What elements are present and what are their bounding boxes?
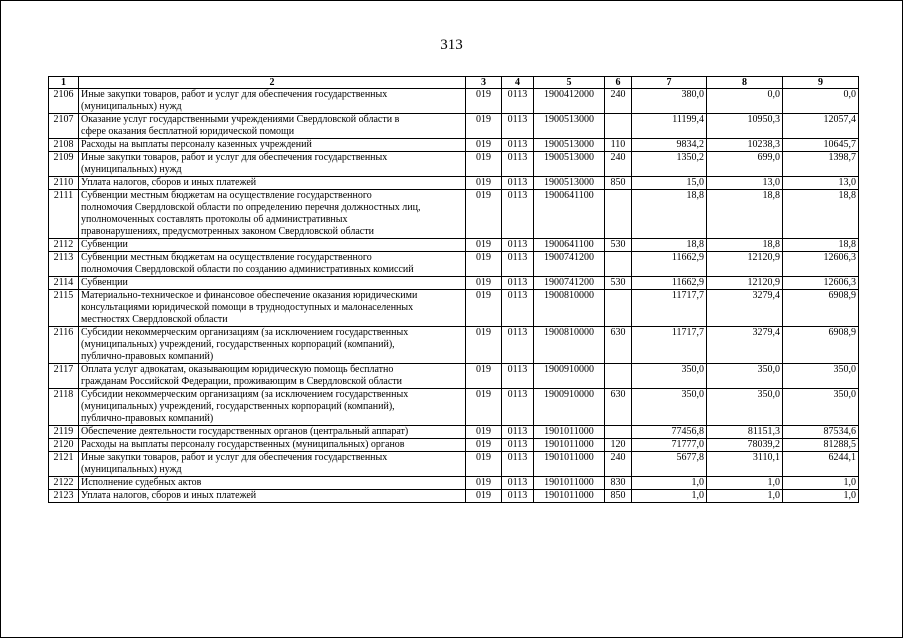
admin-code-cell: 019 [466,190,502,239]
expense-type-cell [605,114,632,139]
section-code-cell: 0113 [502,389,534,426]
amount-cell-col8: 1,0 [707,477,783,490]
section-code-cell: 0113 [502,190,534,239]
admin-code-cell: 019 [466,139,502,152]
description-line: Расходы на выплаты персоналу государственных (муниципальных) органов [81,439,405,450]
amount-cell-col9: 1398,7 [783,152,859,177]
admin-code-cell: 019 [466,252,502,277]
header-row [49,77,859,89]
amount-cell-col7: 1350,2 [632,152,707,177]
amount-cell-col7: 350,0 [632,389,707,426]
description-line: гражданам Российской Федерации, проживающим в Свердловской области [81,376,403,387]
section-code-cell: 0113 [502,364,534,389]
description-line: (муниципальных) учреждений, государственных корпораций (компаний), [81,339,395,350]
expense-type-cell: 240 [605,152,632,177]
description-cell [79,477,466,490]
amount-cell-col9: 0,0 [783,89,859,114]
column-header: 6 [605,77,632,89]
amount-cell-col9: 350,0 [783,364,859,389]
table-row [49,439,859,452]
description-cell [79,327,466,364]
description-line: сфере оказания бесплатной юридической помощи [81,126,295,137]
description-line: Исполнение судебных актов [81,477,202,488]
amount-cell-col8: 350,0 [707,364,783,389]
table-row [49,177,859,190]
amount-cell-col7: 1,0 [632,477,707,490]
admin-code-cell: 019 [466,239,502,252]
amount-cell-col9: 12606,3 [783,252,859,277]
target-article-cell: 1901011000 [534,490,605,503]
section-code-cell: 0113 [502,252,534,277]
section-code-cell: 0113 [502,477,534,490]
table-row [49,89,859,114]
amount-cell-col7: 18,8 [632,190,707,239]
description-line: правонарушениях, предусмотренных законом Свердловской области [81,226,374,237]
admin-code-cell: 019 [466,426,502,439]
row-number-cell: 2119 [49,426,79,439]
section-code-cell: 0113 [502,239,534,252]
expense-type-cell: 830 [605,477,632,490]
admin-code-cell: 019 [466,490,502,503]
admin-code-cell: 019 [466,389,502,426]
section-code-cell: 0113 [502,452,534,477]
description-line: полномочия Свердловской области по созданию административных комиссий [81,264,414,275]
admin-code-cell: 019 [466,364,502,389]
amount-cell-col9: 18,8 [783,239,859,252]
table-row [49,252,859,277]
table-row [49,190,859,239]
section-code-cell: 0113 [502,277,534,290]
description-line: Иные закупки товаров, работ и услуг для обеспечения государственных [81,152,388,163]
admin-code-cell: 019 [466,277,502,290]
admin-code-cell: 019 [466,439,502,452]
amount-cell-col7: 11199,4 [632,114,707,139]
description-line: публично-правовых компаний) [81,351,214,362]
amount-cell-col9: 12606,3 [783,277,859,290]
amount-cell-col8: 0,0 [707,89,783,114]
admin-code-cell: 019 [466,114,502,139]
description-cell [79,190,466,239]
section-code-cell: 0113 [502,152,534,177]
table-row [49,239,859,252]
amount-cell-col8: 18,8 [707,190,783,239]
amount-cell-col7: 350,0 [632,364,707,389]
section-code-cell: 0113 [502,327,534,364]
description-cell [79,89,466,114]
amount-cell-col8: 13,0 [707,177,783,190]
description-cell [79,177,466,190]
row-number-cell: 2114 [49,277,79,290]
admin-code-cell: 019 [466,327,502,364]
description-cell [79,139,466,152]
amount-cell-col7: 77456,8 [632,426,707,439]
amount-cell-col7: 18,8 [632,239,707,252]
expense-type-cell [605,190,632,239]
budget-table [48,76,859,503]
amount-cell-col8: 350,0 [707,389,783,426]
amount-cell-col7: 9834,2 [632,139,707,152]
admin-code-cell: 019 [466,452,502,477]
row-number-cell: 2113 [49,252,79,277]
description-line: Субвенции [81,239,128,250]
row-number-cell: 2106 [49,89,79,114]
amount-cell-col8: 3110,1 [707,452,783,477]
section-code-cell: 0113 [502,177,534,190]
amount-cell-col8: 12120,9 [707,252,783,277]
row-number-cell: 2118 [49,389,79,426]
target-article-cell: 1901011000 [534,477,605,490]
page-number: 313 [440,37,463,53]
table-row [49,490,859,503]
row-number-cell: 2107 [49,114,79,139]
description-cell [79,290,466,327]
amount-cell-col8: 1,0 [707,490,783,503]
amount-cell-col8: 12120,9 [707,277,783,290]
row-number-cell: 2111 [49,190,79,239]
row-number-cell: 2117 [49,364,79,389]
amount-cell-col7: 71777,0 [632,439,707,452]
target-article-cell: 1901011000 [534,452,605,477]
description-line: Оплата услуг адвокатам, оказывающим юридическую помощь бесплатно [81,364,394,375]
amount-cell-col8: 81151,3 [707,426,783,439]
section-code-cell: 0113 [502,114,534,139]
expense-type-cell [605,252,632,277]
column-header: 4 [502,77,534,89]
expense-type-cell [605,364,632,389]
expense-type-cell: 630 [605,389,632,426]
description-cell [79,114,466,139]
table-row [49,152,859,177]
expense-type-cell [605,290,632,327]
description-cell [79,452,466,477]
section-code-cell: 0113 [502,439,534,452]
expense-type-cell: 110 [605,139,632,152]
amount-cell-col8: 699,0 [707,152,783,177]
amount-cell-col9: 1,0 [783,490,859,503]
description-line: консультациями юридической помощи в труднодоступных и малонаселенных [81,302,414,313]
description-cell [79,152,466,177]
row-number-cell: 2122 [49,477,79,490]
row-number-cell: 2110 [49,177,79,190]
description-line: (муниципальных) нужд [81,464,182,475]
target-article-cell: 1900412000 [534,89,605,114]
amount-cell-col7: 1,0 [632,490,707,503]
expense-type-cell: 240 [605,452,632,477]
target-article-cell: 1900910000 [534,389,605,426]
description-line: Субвенции местным бюджетам на осуществление государственного [81,252,372,263]
amount-cell-col9: 12057,4 [783,114,859,139]
amount-cell-col8: 18,8 [707,239,783,252]
column-header: 8 [707,77,783,89]
amount-cell-col9: 87534,6 [783,426,859,439]
amount-cell-col7: 380,0 [632,89,707,114]
amount-cell-col7: 11662,9 [632,277,707,290]
description-line: (муниципальных) нужд [81,101,182,112]
target-article-cell: 1900513000 [534,114,605,139]
admin-code-cell: 019 [466,89,502,114]
description-line: Иные закупки товаров, работ и услуг для обеспечения государственных [81,89,388,100]
description-cell [79,426,466,439]
row-number-cell: 2108 [49,139,79,152]
description-line: Расходы на выплаты персоналу казенных учреждений [81,139,312,150]
description-line: Субвенции [81,277,128,288]
amount-cell-col8: 10950,3 [707,114,783,139]
amount-cell-col7: 15,0 [632,177,707,190]
amount-cell-col8: 3279,4 [707,290,783,327]
table-row [49,426,859,439]
amount-cell-col9: 10645,7 [783,139,859,152]
table-row [49,452,859,477]
amount-cell-col9: 81288,5 [783,439,859,452]
description-cell [79,364,466,389]
section-code-cell: 0113 [502,426,534,439]
row-number-cell: 2123 [49,490,79,503]
column-header: 1 [49,77,79,89]
target-article-cell: 1900741200 [534,277,605,290]
amount-cell-col8: 78039,2 [707,439,783,452]
target-article-cell: 1900513000 [534,139,605,152]
amount-cell-col9: 6244,1 [783,452,859,477]
admin-code-cell: 019 [466,177,502,190]
column-header: 3 [466,77,502,89]
column-header: 9 [783,77,859,89]
description-line: Оказание услуг государственными учреждениями Свердловской области в [81,114,400,125]
description-line: публично-правовых компаний) [81,413,214,424]
description-cell [79,389,466,426]
description-line: Уплата налогов, сборов и иных платежей [81,490,257,501]
admin-code-cell: 019 [466,477,502,490]
expense-type-cell: 850 [605,177,632,190]
amount-cell-col9: 6908,9 [783,327,859,364]
table-row [49,477,859,490]
amount-cell-col9: 18,8 [783,190,859,239]
description-line: (муниципальных) учреждений, государственных корпораций (компаний), [81,401,395,412]
column-header: 2 [79,77,466,89]
expense-type-cell: 530 [605,277,632,290]
table-row [49,290,859,327]
amount-cell-col9: 350,0 [783,389,859,426]
column-header: 7 [632,77,707,89]
amount-cell-col8: 10238,3 [707,139,783,152]
expense-type-cell: 850 [605,490,632,503]
section-code-cell: 0113 [502,139,534,152]
amount-cell-col7: 11662,9 [632,252,707,277]
description-line: (муниципальных) нужд [81,164,182,175]
description-cell [79,490,466,503]
target-article-cell: 1900513000 [534,177,605,190]
target-article-cell: 1900641100 [534,239,605,252]
description-cell [79,239,466,252]
table-row [49,364,859,389]
expense-type-cell: 240 [605,89,632,114]
table-body [49,89,859,503]
target-article-cell: 1900641100 [534,190,605,239]
description-line: полномочия Свердловской области по определению перечня должностных лиц, [81,202,421,213]
amount-cell-col7: 11717,7 [632,327,707,364]
amount-cell-col9: 1,0 [783,477,859,490]
description-cell [79,277,466,290]
expense-type-cell: 530 [605,239,632,252]
amount-cell-col7: 5677,8 [632,452,707,477]
description-cell [79,252,466,277]
expense-type-cell [605,426,632,439]
description-line: Иные закупки товаров, работ и услуг для обеспечения государственных [81,452,388,463]
row-number-cell: 2121 [49,452,79,477]
description-line: местностях Свердловской области [81,314,228,325]
target-article-cell: 1900741200 [534,252,605,277]
target-article-cell: 1901011000 [534,439,605,452]
section-code-cell: 0113 [502,89,534,114]
amount-cell-col7: 11717,7 [632,290,707,327]
table-row [49,327,859,364]
description-line: Материально-техническое и финансовое обеспечение оказания юридическими [81,290,418,301]
target-article-cell: 1900513000 [534,152,605,177]
target-article-cell: 1900810000 [534,290,605,327]
table-row [49,277,859,290]
row-number-cell: 2112 [49,239,79,252]
description-line: Уплата налогов, сборов и иных платежей [81,177,257,188]
row-number-cell: 2115 [49,290,79,327]
row-number-cell: 2120 [49,439,79,452]
description-line: Субвенции местным бюджетам на осуществление государственного [81,190,372,201]
row-number-cell: 2109 [49,152,79,177]
description-line: Субсидии некоммерческим организациям (за исключением государственных [81,327,409,338]
target-article-cell: 1901011000 [534,426,605,439]
amount-cell-col9: 6908,9 [783,290,859,327]
description-line: Обеспечение деятельности государственных органов (центральный аппарат) [81,426,409,437]
section-code-cell: 0113 [502,490,534,503]
section-code-cell: 0113 [502,290,534,327]
expense-type-cell: 120 [605,439,632,452]
table-row [49,139,859,152]
expense-type-cell: 630 [605,327,632,364]
target-article-cell: 1900810000 [534,327,605,364]
table-row [49,114,859,139]
row-number-cell: 2116 [49,327,79,364]
table-row [49,389,859,426]
description-line: уполномоченных составлять протоколы об административных [81,214,348,225]
description-line: Субсидии некоммерческим организациям (за исключением государственных [81,389,409,400]
admin-code-cell: 019 [466,152,502,177]
column-header: 5 [534,77,605,89]
description-cell [79,439,466,452]
target-article-cell: 1900910000 [534,364,605,389]
admin-code-cell: 019 [466,290,502,327]
amount-cell-col9: 13,0 [783,177,859,190]
amount-cell-col8: 3279,4 [707,327,783,364]
